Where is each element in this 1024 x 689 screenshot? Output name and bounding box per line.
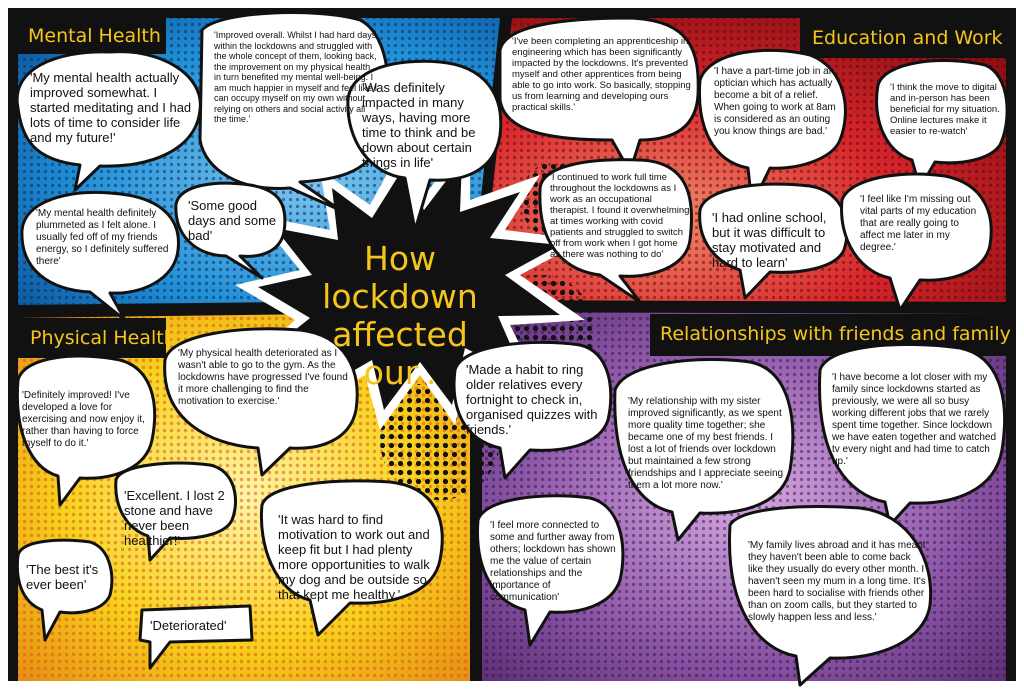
quote-phys-3: 'Excellent. I lost 2 stone and have never been healthier!' <box>124 488 225 548</box>
quote-mental-5: 'Some good days and some bad' <box>188 198 277 243</box>
quote-phys-4: 'It was hard to find motivation to work out and keep fit but I had plenty more opportunities to walk my dog and be outside so that kept me healthy.' <box>278 512 430 602</box>
section-title-mental: Mental Health <box>28 25 161 47</box>
quote-rel-5: 'My family lives abroad and it has meant they haven't been able to come back like they usually do every other month. I haven't seen my mum in a long time. It's been hard to socialise with friends other than on zoom calls, but they started to slowly happen less and less.' <box>748 540 926 623</box>
quote-mental-4: 'My mental health definitely plummeted as I felt alone. I usually fed off of my friends energy, so I definitely suffered there' <box>36 208 169 267</box>
quote-rel-4: 'I feel more connected to some and further away from others; lockdown has shown me the value of certain relationships and the importance of communication' <box>490 520 616 603</box>
quote-mental-2: 'Improved overall. Whilst I had hard days within the lockdowns and struggled with the whole concept of them, looking back, the improvement on my physical health in turn benefited my mental well-being. I am much happier in myself and feel like I can occupy myself on my own without relying on others and social activity all the time.' <box>214 30 378 124</box>
quote-rel-3: 'I have become a lot closer with my family since lockdowns started as previously, we were all so busy working different jobs that we rarely spent time together. Since lockdown we have eaten together and watched tv every night and had time to catch up.' <box>832 372 997 467</box>
quote-phys-6: 'Deteriorated' <box>150 618 227 633</box>
quote-edu-1: 'I've been completing an apprenticeship in engineering which has been significantly impacted by the lockdowns. It's prevented myself and other apprentices from being able to go into work. So basically, stopping us from learning and developing ours practical skills.' <box>512 36 691 113</box>
quote-rel-1: 'Made a habit to ring older relatives every fortnight to check in, organised quizzes with friends.' <box>466 362 598 437</box>
quote-phys-2: 'Definitely improved! I've developed a love for exercising and now enjoy it, rather than having to force myself to do it.' <box>22 390 145 449</box>
quote-edu-2: 'I have a part-time job in an optician which has actually become a bit of a relief. When going to work at 8am is considered as an outing you know things are bad.' <box>714 66 836 137</box>
quote-phys-1: 'My physical health deteriorated as I wasn't able to go to the gym. As the lockdowns have progressed I've found it more challenging to find the motivation to exercise.' <box>178 348 348 407</box>
section-title-physical: Physical Health <box>30 327 176 349</box>
quote-rel-2: 'My relationship with my sister improved significantly, as we spent more quality time together; she became one of my best friends. I lost a lot of friends over lockdown but maintained a few strong friendships and I appreciate seeing them a lot more now.' <box>628 396 784 491</box>
section-title-relationships: Relationships with friends and family <box>660 323 1011 345</box>
section-title-education: Education and Work <box>812 27 1003 49</box>
quote-phys-5: 'The best it's ever been' <box>26 562 99 592</box>
quote-mental-1: 'My mental health actually improved somewhat. I started meditating and I had lots of time to consider life and my future!' <box>30 70 192 145</box>
quote-edu-5: 'I had online school, but it was difficult to stay motivated and hard to learn' <box>712 210 827 270</box>
center-title-line-3: affected <box>332 315 468 354</box>
center-title-line-1: How <box>364 239 436 278</box>
center-title-line-2: lockdown <box>322 277 478 316</box>
center-title-line-4: our.. <box>363 353 437 392</box>
quote-edu-6: 'I feel like I'm missing out vital parts of my education that are really going to affect me later in my degree.' <box>860 194 977 253</box>
quote-mental-3: 'Was definitely impacted in many ways, having more time to think and be down about certain things in life' <box>362 80 476 170</box>
quote-edu-4: 'I continued to work full time throughout the lockdowns as I work as an occupational therapist. I found it overwhelming at times working with covid patients and struggled to switch off from work when I got home as there was nothing to do' <box>550 172 690 260</box>
quote-edu-3: 'I think the move to digital and in-person has been beneficial for my situation. Online lectures make it easier to re-watch' <box>890 82 1000 137</box>
